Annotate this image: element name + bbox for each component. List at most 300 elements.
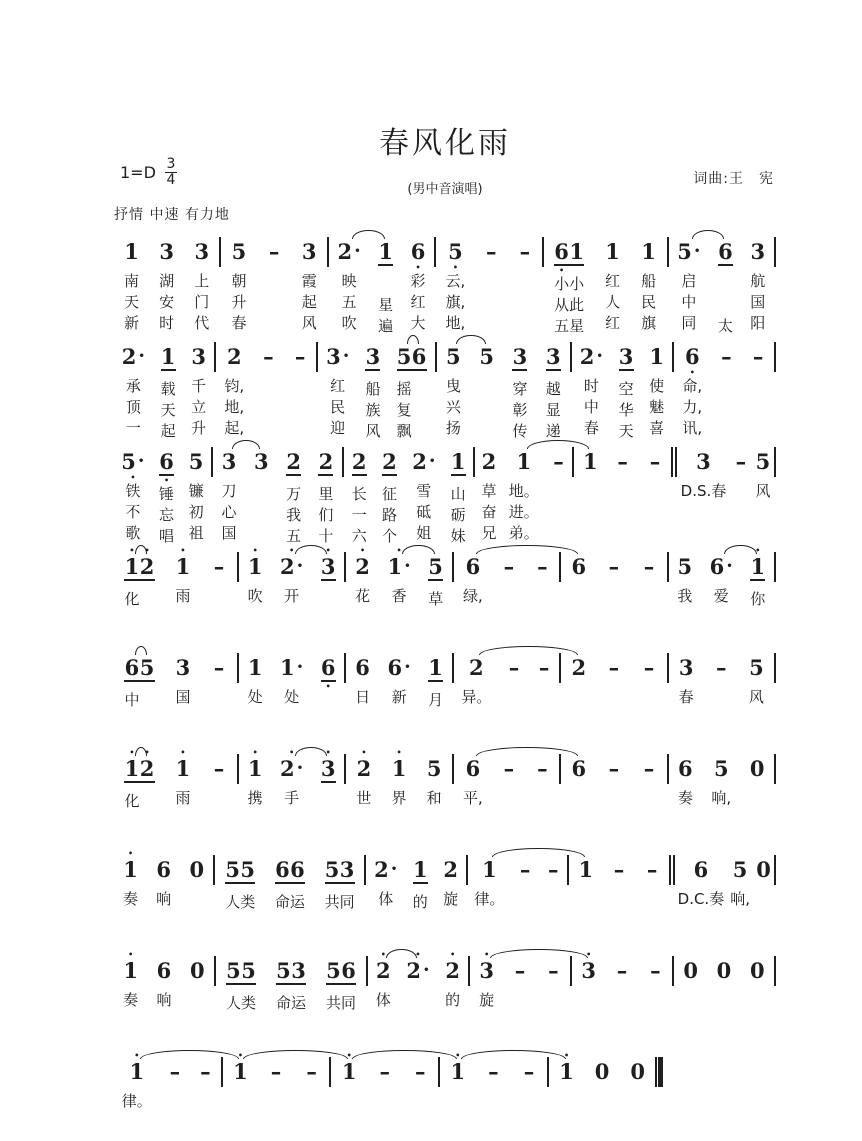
note-digit [376,958,391,983]
note [122,547,156,610]
duration-dash [612,951,631,1011]
digit-glyph: 2 [406,958,421,983]
digit-column [175,648,190,708]
octave-dot-above: • [455,1051,461,1060]
digit-column [606,749,621,809]
digit-glyph: 1 [516,449,532,474]
augmentation-dot: · [137,450,145,472]
digit-glyph: 2 [318,449,334,474]
digit-column [211,749,226,809]
note [246,547,265,607]
note-digit [750,239,765,264]
note-digit [413,857,428,882]
note-digit [176,554,191,579]
digit-glyph: 2 [481,449,497,474]
digit-column [224,337,244,439]
note [278,648,305,708]
digit-glyph: 6 [290,857,305,882]
note-digit [222,449,237,474]
digit-glyph: – [213,756,225,781]
digit-glyph: 2 [443,857,458,882]
digit-glyph: 5 [677,554,693,579]
note-digit [644,756,655,781]
note-digit [190,958,205,983]
digit-glyph: 1 [387,554,403,579]
note-digit [306,1059,317,1084]
digit-glyph: – [613,857,625,882]
digit-column [406,951,429,1011]
digit-column [326,951,341,1014]
digit-glyph: 5 [121,449,136,474]
digit-glyph: 6 [709,554,725,579]
octave-dot-above: • [755,546,761,555]
lyric-syllable: 船 [365,380,381,398]
augmentation-dot: · [693,240,701,262]
digit-column [535,749,550,809]
digit-glyph: 3 [254,449,269,474]
note-digit [392,756,407,781]
digit-glyph: – [514,958,526,983]
measure [114,1052,221,1112]
note [639,232,658,334]
lyric-syllable: 月 [428,691,444,709]
duration-dash [645,442,664,544]
note [324,951,358,1014]
note-digit [227,344,242,369]
augmentation-dot: · [428,450,436,472]
note-digit [619,344,634,369]
lyric-syllable: 五 [554,317,570,335]
note-digit [488,1059,499,1084]
measure [346,547,451,610]
note [122,749,156,812]
digit-column [325,850,340,913]
digit-glyph: – [415,1059,426,1084]
note-digit [382,449,397,474]
digit-column [461,648,491,708]
lyric-syllable: 山 [450,485,466,503]
digit-column [756,850,771,910]
note-digit [580,344,603,369]
note [173,749,192,809]
note-digit [125,554,140,579]
digit-column [518,850,533,910]
lyric-syllable: 同 [681,314,697,332]
digit-column [290,850,305,913]
digit-glyph: 1 [450,449,466,474]
note [404,951,431,1011]
note [278,547,305,607]
digit-column [682,337,702,439]
digit-column [451,442,466,547]
lyric-syllable: 忘 [159,506,175,524]
note [376,232,395,337]
digit-column [677,232,700,334]
duration-dash [259,337,278,439]
lyric-syllable: 命, [682,377,703,395]
note-digit [125,756,140,781]
digit-glyph: 1 [175,756,191,781]
rest-note [188,951,207,1011]
octave-dot-above: • [180,546,186,555]
digit-column [583,442,598,544]
note-digit [291,958,306,983]
digit-glyph: 3 [301,239,317,264]
note-digit [263,344,274,369]
score-line [114,749,776,812]
lyric-syllable: 此 [569,296,585,314]
note-digit [537,554,548,579]
measure [114,547,237,610]
lyric-syllable: 世 [356,789,372,807]
lyric-syllable: 代 [194,314,210,332]
note-digit [428,554,443,579]
lyric-syllable: 空 [618,380,634,398]
lyric-syllable: 红 [330,377,346,395]
measure [223,1052,330,1112]
note-digit [176,655,191,680]
note-digit [595,1059,610,1084]
duration-dash [544,951,563,1011]
digit-column [619,337,634,442]
note [374,951,393,1011]
digit-glyph: 5 [241,958,256,983]
digit-glyph: 1 [247,655,263,680]
note [448,1052,467,1112]
digit-column [580,337,603,439]
digit-column [140,648,155,711]
lyric-syllable: 人 [225,994,241,1012]
note-digit [214,554,225,579]
digit-glyph: 3 [696,449,711,474]
note-digit [548,857,559,882]
duration-dash [165,1052,184,1112]
digit-column [750,232,765,334]
lyric-syllable: 遍 [378,317,394,335]
note-digit [428,655,443,680]
note-digit [427,756,442,781]
digit-column [648,951,663,1011]
digit-glyph: 3 [678,655,694,680]
duration-dash [604,547,623,607]
digit-column [642,749,657,809]
digit-glyph: 2 [351,449,367,474]
note [676,850,727,910]
note [507,442,541,544]
octave-dot-above: • [180,748,186,757]
digit-glyph: 0 [630,1059,645,1084]
digit-glyph: 3 [750,239,766,264]
digit-glyph: 1 [391,756,407,781]
note-digit [546,344,561,369]
digit-glyph: 1 [428,655,443,680]
digit-column [124,547,139,610]
digit-glyph: – [519,239,531,264]
digit-column [474,850,504,910]
note [459,648,493,708]
digit-glyph: 1 [641,239,656,264]
lyric-syllable: 钧, [224,377,245,395]
duration-dash [511,951,530,1011]
measure [572,951,672,1011]
digit-column [710,547,733,607]
octave-dot-below: • [163,476,170,485]
measure [561,547,666,607]
lyric-syllable: 奋 [481,503,497,521]
note-digit [548,958,559,983]
lyric-syllable: 的 [445,991,461,1009]
rest-note [628,1052,647,1112]
note [617,337,636,442]
digit-column [198,1052,213,1112]
duration-dash [209,648,228,708]
digit-glyph: 3 [221,449,237,474]
note [120,337,147,439]
lyric-syllable: 天 [124,293,140,311]
lyric-syllable: 五 [286,527,302,545]
digit-column [501,749,516,809]
digit-column [649,337,664,439]
note [477,337,496,439]
digit-column [356,749,371,809]
digit-glyph: – [537,756,548,781]
note-digit [443,857,458,882]
digit-glyph: 5 [677,239,692,264]
lyric-syllable: 映 [341,272,357,290]
note-digit [749,655,764,680]
note-digit [513,344,528,369]
note-digit [647,857,658,882]
digit-glyph: 3 [191,344,206,369]
note-digit [466,554,481,579]
measure [561,648,666,708]
digit-glyph: 6 [465,756,481,781]
lyric-syllable: 民 [330,398,346,416]
score-line [114,337,776,442]
note-digit [123,958,138,983]
note-digit [509,655,520,680]
augmentation-dot: · [296,656,304,678]
note [353,547,372,607]
digit-column [445,232,465,334]
digit-column [269,1052,284,1112]
measure [454,648,559,708]
digit-column [755,442,770,544]
augmentation-dot: · [354,240,361,262]
duration-dash [609,850,628,910]
note-digit [271,1059,282,1084]
measure [114,648,237,711]
octave-dot-above: • [484,950,490,959]
digit-glyph: 6 [718,239,733,264]
note-digit [357,756,372,781]
lyric-syllable: 五 [341,293,357,311]
note-digit [504,554,515,579]
barline [774,237,776,267]
digit-column [595,1052,610,1112]
note-digit [326,344,349,369]
lyric-syllable: 曳 [445,377,461,395]
note-digit [254,449,269,474]
measure [454,547,559,607]
digit-column [581,951,596,1011]
octave-dot-above: • [586,950,592,959]
duration-dash [196,1052,215,1112]
note-digit [240,857,255,882]
duration-dash [209,749,228,809]
digit-column [615,442,630,544]
note-digit [225,857,240,882]
octave-dot-above: • [396,546,402,555]
digit-glyph: 5 [446,344,461,369]
note-digit [678,756,693,781]
lyric-syllable: 红 [605,272,621,290]
measure [368,951,468,1011]
digit-glyph: 2 [280,554,295,579]
measure [331,1052,438,1112]
digit-glyph: 0 [189,857,205,882]
lyric-syllable: 砥 [416,503,432,521]
note-digit [387,655,410,680]
digit-column [293,337,308,439]
lyric-syllable: 响 [156,890,172,908]
digit-glyph: 1 [750,554,766,579]
digit-glyph: 2 [412,449,427,474]
note [441,850,460,910]
key-root: 1=D [120,163,156,182]
note [426,648,445,711]
digit-glyph: – [213,655,225,680]
note-digit [581,958,596,983]
digit-glyph: 1 [583,449,598,474]
digit-column [276,951,291,1014]
lyric-syllable: 国 [175,688,191,706]
lyric-syllable: 里 [318,485,334,503]
note [603,232,622,334]
duration-dash [515,232,534,334]
duration-dash [640,648,659,708]
digit-glyph: 2 [579,344,595,369]
note-digit [340,857,355,882]
note-digit [387,554,410,579]
digit-glyph: – [169,1059,181,1084]
measure [329,232,434,337]
lyric-syllable: 讯, [682,419,703,437]
digit-glyph: 6 [124,655,140,680]
octave-dot-above: • [144,748,150,757]
digit-glyph: 6 [554,239,569,264]
digit-column [642,648,657,708]
digit-glyph: 6 [678,756,693,781]
note-digit [200,1059,211,1084]
lyric-syllable: 奏 [123,991,139,1009]
digit-glyph: – [213,554,225,579]
digit-column [387,547,410,607]
digit-glyph: 5 [231,239,247,264]
lyric-syllable: 门 [194,293,210,311]
duration-dash [604,749,623,809]
measure [436,232,541,334]
note-digit [650,958,661,983]
octave-dot-above: • [360,546,366,555]
lyric-syllable: 爱 [713,587,729,605]
digit-glyph: 6 [411,344,427,369]
barline [774,653,776,683]
lyric-syllable: 立 [191,398,207,416]
digit-glyph: 1 [247,756,263,781]
duration-dash [604,648,623,708]
note-digit [248,554,263,579]
digit-glyph: – [617,449,628,474]
measure [569,850,668,910]
digit-column [321,648,336,711]
digit-column [677,547,692,607]
digit-glyph: 2 [121,344,137,369]
octave-dot-above: • [129,748,135,757]
note [154,850,173,910]
duration-dash [209,547,228,607]
digit-glyph: 1 [450,1059,466,1084]
digit-column [194,232,209,334]
digit-column [240,850,255,913]
digit-column [377,1052,392,1112]
digit-glyph: 2 [469,655,484,680]
lyric-syllable: 飘 [396,422,412,440]
lyric-syllable: 顶 [125,398,141,416]
note-digit [397,344,412,369]
lyric-syllable: 初 [188,503,204,521]
note-digit [756,857,771,882]
lyric-syllable: 中 [681,293,697,311]
digit-column [374,850,397,910]
lyric-syllable: 姐 [416,524,432,542]
note [461,547,485,607]
digit-column [428,547,443,610]
lyric-syllable: D.S.春 [680,482,727,500]
digit-glyph: – [721,344,732,369]
duration-dash [544,850,563,910]
note [753,442,772,544]
lyric-syllable: 使 [649,377,665,395]
digit-glyph: 1 [160,344,176,369]
digit-glyph: 5 [479,344,494,369]
duration-dash [302,1052,321,1112]
digit-glyph: 5 [225,857,241,882]
note-digit [232,239,247,264]
digit-column [123,850,138,910]
note [425,749,444,809]
digit-glyph: 1 [341,1059,357,1084]
note-digit [280,655,303,680]
octave-dot-above: • [252,748,258,757]
note-digit [650,449,661,474]
digit-column [124,749,139,812]
note-digit [355,655,370,680]
lyric-syllable: 我 [286,506,302,524]
digit-column [302,232,317,334]
digit-glyph: 2 [445,958,460,983]
lyric-syllable: 小 [569,275,585,293]
digit-column [248,547,263,607]
digit-column [248,749,263,809]
lyric-syllable: 奏 [123,890,139,908]
lyric-syllable: 处 [247,688,263,706]
lyric-syllable: 手 [284,789,300,807]
digit-column [506,648,521,708]
lyric-syllable: 小 [554,275,570,293]
note-digit [721,344,732,369]
note-digit [286,449,301,474]
